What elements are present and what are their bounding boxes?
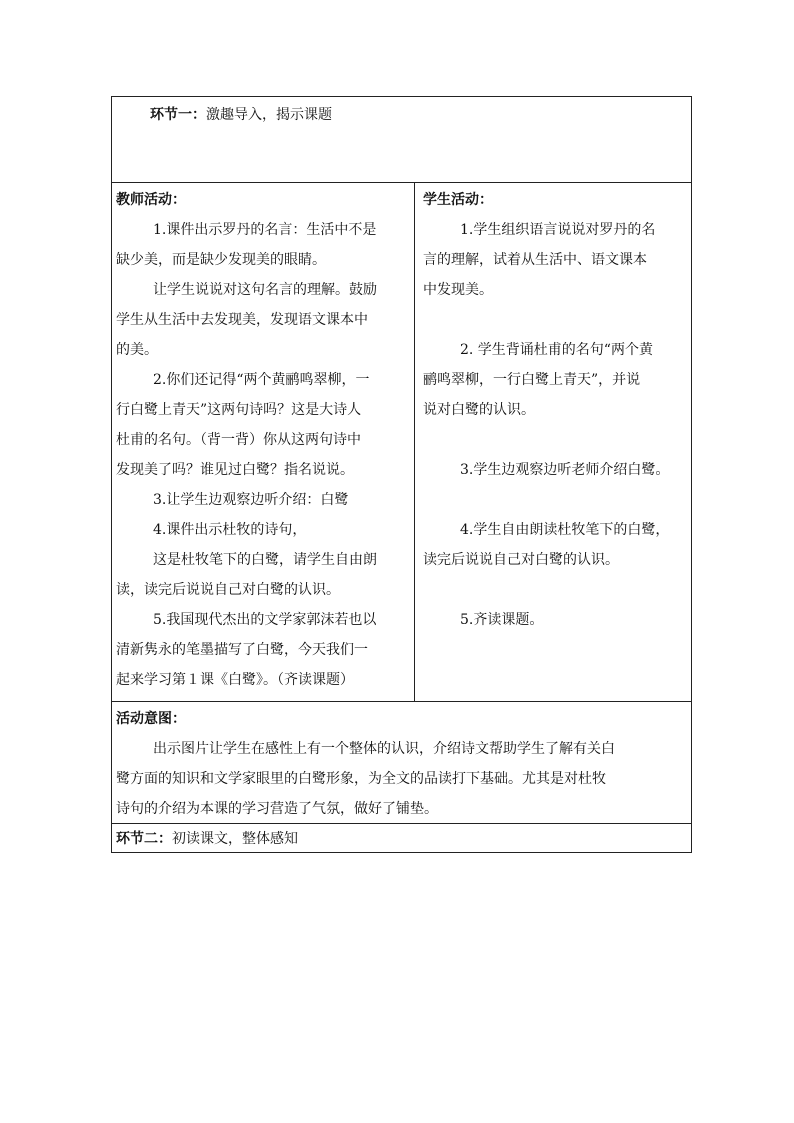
teacher-line: 缺少美，而是缺少发现美的眼睛。 xyxy=(116,252,326,268)
spacer xyxy=(423,575,687,605)
student-line: 2. 学生背诵杜甫的名句“两个黄 xyxy=(460,342,653,358)
teacher-activity-cell xyxy=(112,183,414,701)
teacher-line: 1.课件出示罗丹的名言：生活中不是 xyxy=(153,222,377,238)
student-activity-cell xyxy=(415,183,691,701)
student-line: 鹂鸣翠柳，一行白鹭上青天”，并说 xyxy=(423,372,641,388)
student-line: 4.学生自由朗读杜牧笔下的白鹭， xyxy=(460,522,670,538)
intent-line: 出示图片让学生在感性上有一个整体的认识，介绍诗文帮助学生了解有关白 xyxy=(153,741,615,757)
teacher-activity-heading: 教师活动： xyxy=(116,192,186,208)
student-line: 5.齐读课题。 xyxy=(460,612,544,628)
spacer xyxy=(423,425,687,455)
section2-cell xyxy=(112,824,691,853)
teacher-line: 的美。 xyxy=(116,342,158,358)
spacer xyxy=(423,485,687,515)
teacher-line: 学生从生活中去发现美，发现语文课本中 xyxy=(116,312,368,328)
activity-intent-cell xyxy=(112,702,691,822)
student-activity-heading: 学生活动： xyxy=(423,192,493,208)
teacher-line: 3.让学生边观察边听介绍：白鹭 xyxy=(153,492,349,508)
teacher-line: 让学生说说对这句名言的理解。鼓励 xyxy=(153,282,377,298)
teacher-line: 4.课件出示杜牧的诗句， xyxy=(153,522,307,538)
teacher-line: 清新隽永的笔墨描写了白鹭，今天我们一 xyxy=(116,642,368,658)
section2-label: 环节二： xyxy=(116,831,172,847)
intent-line: 诗句的介绍为本课的学习营造了气氛，做好了铺垫。 xyxy=(116,801,438,817)
teacher-line: 行白鹭上青天”这两句诗吗？这是大诗人 xyxy=(116,402,362,418)
section1-cell xyxy=(112,97,691,182)
spacer xyxy=(423,305,687,335)
lesson-plan-table xyxy=(111,96,692,853)
section2-title: 初读课文，整体感知 xyxy=(172,831,298,847)
intent-line: 鹭方面的知识和文学家眼里的白鹭形象，为全文的品读打下基础。尤其是对杜牧 xyxy=(116,771,606,787)
teacher-line: 这是杜牧笔下的白鹭，请学生自由朗 xyxy=(153,552,377,568)
activity-intent-heading: 活动意图： xyxy=(116,711,186,727)
teacher-line: 发现美了吗？谁见过白鹭？指名说说。 xyxy=(116,462,354,478)
student-line: 3.学生边观察边听老师介绍白鹭。 xyxy=(460,462,670,478)
section1-label: 环节一： xyxy=(150,107,206,123)
student-line: 说对白鹭的认识。 xyxy=(423,402,535,418)
section1-title: 激趣导入，揭示课题 xyxy=(206,107,332,123)
teacher-line: 2.你们还记得“两个黄鹂鸣翠柳，一 xyxy=(153,372,370,388)
teacher-line: 读，读完后说说自己对白鹭的认识。 xyxy=(116,582,340,598)
student-line: 中发现美。 xyxy=(423,282,493,298)
teacher-line: 起来学习第１课《白鹭》。（齐读课题） xyxy=(116,672,354,688)
student-line: 言的理解，试着从生活中、语文课本 xyxy=(423,252,647,268)
teacher-line: 杜甫的名句。（背一背）你从这两句诗中 xyxy=(116,432,361,448)
teacher-line: 5.我国现代杰出的文学家郭沫若也以 xyxy=(153,612,377,628)
student-line: 1.学生组织语言说说对罗丹的名 xyxy=(460,222,656,238)
student-line: 读完后说说自己对白鹭的认识。 xyxy=(423,552,619,568)
